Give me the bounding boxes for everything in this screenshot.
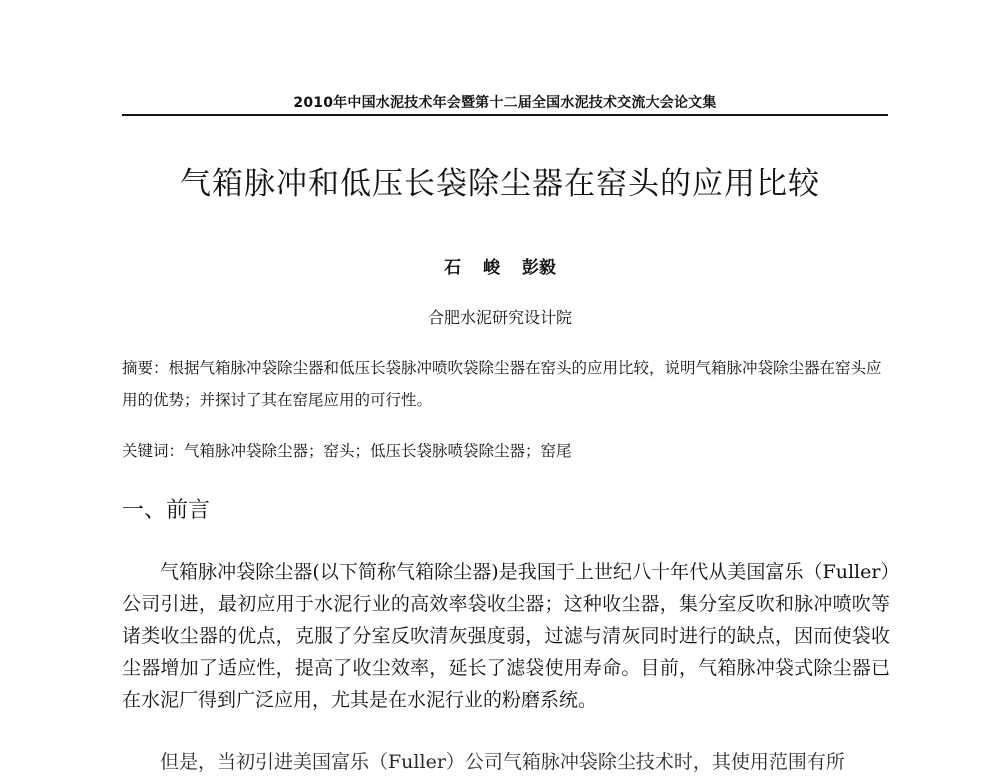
paper-title: 气箱脉冲和低压长袋除尘器在窑头的应用比较 <box>180 166 820 202</box>
body-paragraph: 气箱脉冲袋除尘器(以下简称气箱除尘器)是我国于上世纪八十年代从美国富乐（Fuller）公司引进，最初应用于水泥行业的高效率袋收尘器；这种收尘器，集分室反吹和脉冲喷吹等诸类收尘器的优点，克服了分室反吹清灰强度弱，过滤与清灰同时进行的缺点，因而使袋收尘器增加了适应性，提高了收尘效率，延长了滤袋使用寿命。目前，气箱脉冲袋式除尘器已在水泥厂得到广泛应用，尤其是在水泥行业的粉磨系统。 <box>122 561 890 711</box>
keywords: 关键词：气箱脉冲袋除尘器；窑头；低压长袋脉喷袋除尘器；窑尾 <box>122 442 572 460</box>
header-rule <box>122 114 888 116</box>
proceedings-header: 2010年中国水泥技术年会暨第十二届全国水泥技术交流大会论文集 <box>293 95 717 111</box>
author-affiliation: 合肥水泥研究设计院 <box>427 308 572 327</box>
section-heading: 一、前言 <box>122 498 211 523</box>
paper-authors: 石 峻 彭毅 <box>444 258 556 278</box>
abstract: 摘要：根据气箱脉冲袋除尘器和低压长袋脉冲喷吹袋除尘器在窑头的应用比较，说明气箱脉冲袋除尘器在窑头应用的优势；并探讨了其在窑尾应用的可行性。 <box>122 359 882 409</box>
body-paragraph-cut: 但是，当初引进美国富乐（Fuller）公司气箱脉冲袋除尘技术时，其使用范围有所 <box>160 751 845 773</box>
